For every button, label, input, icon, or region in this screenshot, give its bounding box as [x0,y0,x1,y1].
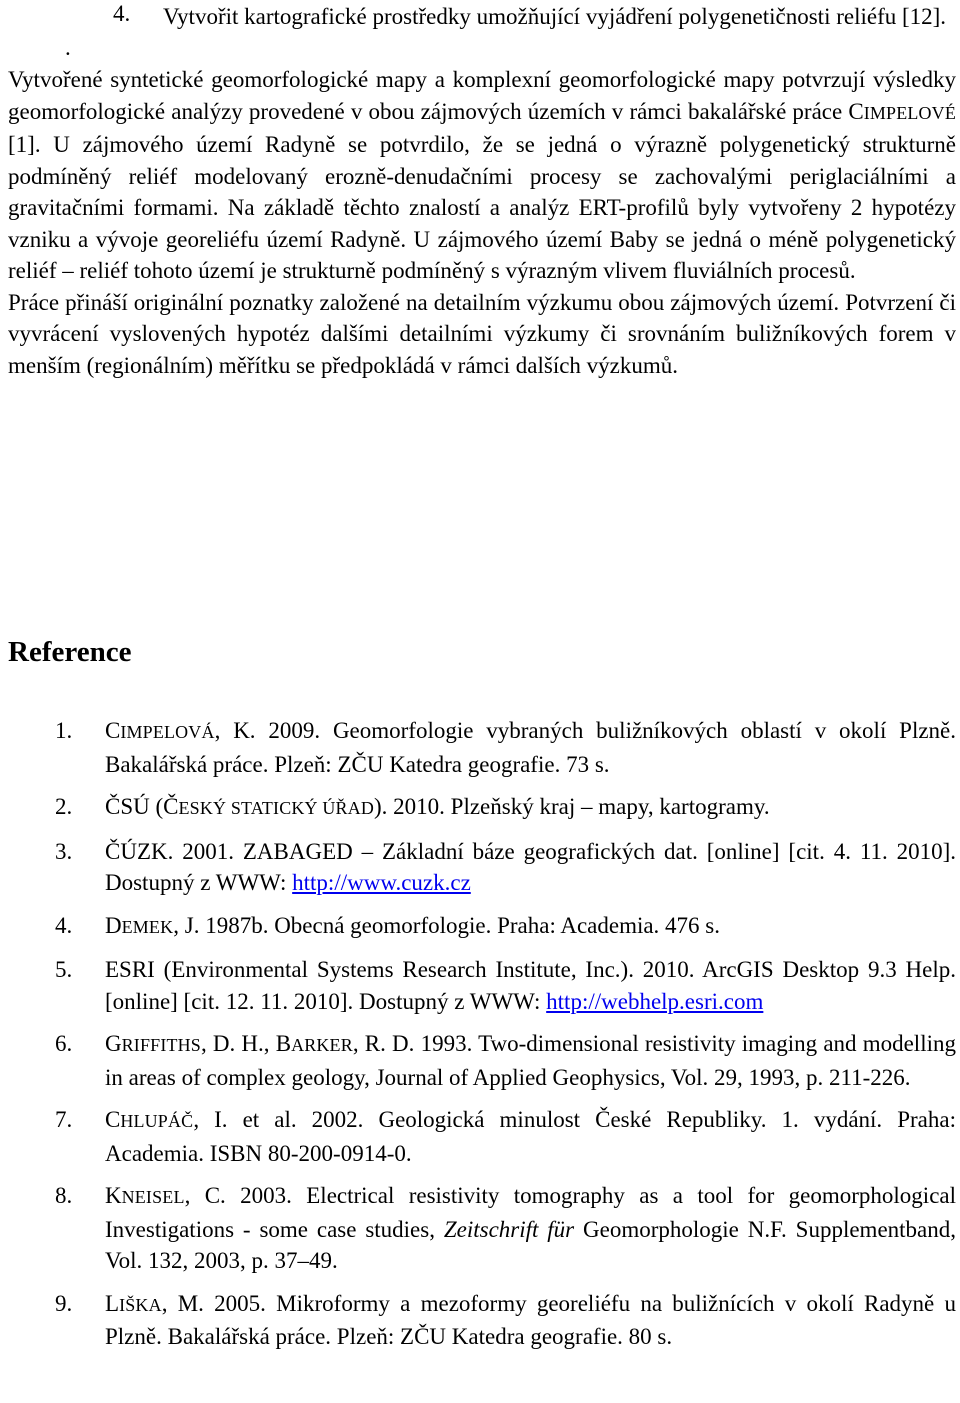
reference-text: ČÚZK. 2001. ZABAGED – Základní báze geografických dat. [online] [cit. 4. 11. 2010]. Dostupný z WWW: [105,838,956,895]
separator-dot: . [65,35,71,60]
author-initial: Č [163,794,179,819]
author-smallcaps: IŠKA [119,1294,162,1315]
esri-link[interactable]: http://webhelp.esri.com [546,988,764,1014]
reference-item [8,836,956,899]
list-item-number: 4. [113,1,131,26]
author-smallcaps: IMPELOVÉ [863,102,956,123]
reference-number: 3. [55,838,73,864]
cuzk-link[interactable]: http://www.cuzk.cz [292,870,471,895]
reference-text: ČSÚ ( [105,794,164,819]
reference-number: 6. [55,1031,73,1056]
reference-number: 2. [55,794,73,819]
reference-number: 7. [55,1107,73,1132]
reference-text: , I. et al. 2002. Geologická minulost České Republiky. 1. vydání. Praha: Academia. ISBN 80-200-0914-0. [105,1107,956,1166]
author-initial: G [105,1031,122,1056]
reference-item [8,1028,956,1093]
reference-number: 1. [55,718,73,743]
author-initial: C [848,98,864,124]
reference-text: ESRI (Environmental Systems Research Institute, Inc.). 2010. ArcGIS Desktop 9.3 Help. [online] [cit. 12. 11. 2010]. Dostupný z WWW: [105,957,956,1014]
reference-number: 8. [55,1183,73,1208]
author-smallcaps: IMPELOVÁ [120,722,215,742]
reference-text: Geomorphologie N.F. Supplementband, Vol. 132, 2003, p. 37–49. [105,1216,956,1273]
reference-text: , J. 1987b. Obecná geomorfologie. Praha: Academia. 476 s. [173,912,721,938]
author-initial: D [105,912,122,938]
reference-item [8,954,956,1017]
reference-item [8,1180,956,1277]
author-smallcaps: ESKÝ STATICKÝ ÚŘAD [178,798,374,818]
conclusion-paragraph [8,64,956,287]
reference-text: , C. 2003. Electrical resistivity tomography as a tool for geomorphological Investigations - some case studies, [105,1183,956,1242]
paragraph-text: [1]. U zájmového území Radyně se potvrdilo, že se jedná o výrazně polygenetický strukturně podmíněný reliéf modelovaný erozně-denudačními procesy se zachovalými periglaciálními a gravitačními formami. Na základě těchto znalostí a analýz ERT-profilů byly vytvořeny 2 hypotézy vzniku a vývoje georeliéfu území Radyně. U zájmového území Baby se jedná o méně polygenetický reliéf – reliéf tohoto území je strukturně podmíněný s výrazným vlivem fluviálních procesů. [8,132,956,283]
journal-title: Zeitschrift für [443,1216,575,1242]
reference-number: 9. [55,1290,73,1316]
reference-item [8,1104,956,1169]
reference-number: 5. [55,957,73,982]
author-smallcaps: EMEK [121,916,174,937]
reference-number: 4. [55,912,73,938]
author-smallcaps: ARKER [291,1035,353,1055]
list-item-text: Vytvořit kartografické prostředky umožňující vyjádření polygenetičnosti reliéfu [12]. [163,4,947,29]
author-initial: C [105,718,121,743]
author-initial: B [275,1031,292,1056]
reference-text: , D. H., [200,1031,276,1056]
reference-text: , K. 2009. Geomorfologie vybraných buližníkových oblastí v okolí Plzně. Bakalářská práce. Plzeň: ZČU Katedra geografie. 73 s. [105,718,956,777]
author-initial: L [105,1290,120,1316]
reference-item [8,715,956,780]
references-heading: Reference [8,636,132,668]
reference-text: ). 2010. Plzeňský kraj – mapy, kartogramy. [374,794,770,819]
author-smallcaps: RIFFITHS [121,1035,201,1055]
reference-item [8,791,956,825]
author-initial: K [105,1183,122,1208]
reference-item [8,910,956,944]
paragraph-text: Vytvořené syntetické geomorfologické mapy a komplexní geomorfologické mapy potvrzují výsledky geomorfologické analýzy provedené v obou zájmových územích v rámci bakalářské práce [8,67,956,124]
reference-text: , R. D. 1993. Two-dimensional resistivity imaging and modelling in areas of complex geology, Journal of Applied Geophysics, Vol. 29, 1993, p. 211-226. [105,1031,956,1090]
reference-text: , M. 2005. Mikroformy a mezoformy georeliéfu na buližnících v okolí Radyně u Plzně. Bakalářská práce. Plzeň: ZČU Katedra geografie. 80 s. [105,1290,956,1349]
reference-item [8,1288,956,1353]
author-initial: C [105,1107,121,1132]
contribution-paragraph: Práce přináší originální poznatky založené na detailním výzkumu obou zájmových území. Potvrzení či vyvrácení vyslovených hypotéz dalšími detailními výzkumy či srovnáním buližníkových forem v menším (regionálním) měřítku se předpokládá v rámci dalších výzkumů. [8,289,956,378]
objective-list-item [8,1,956,32]
author-smallcaps: NEISEL [121,1187,185,1207]
document-page [8,0,956,1349]
author-smallcaps: HLUPÁČ [120,1111,194,1131]
reference-list [8,715,956,1353]
